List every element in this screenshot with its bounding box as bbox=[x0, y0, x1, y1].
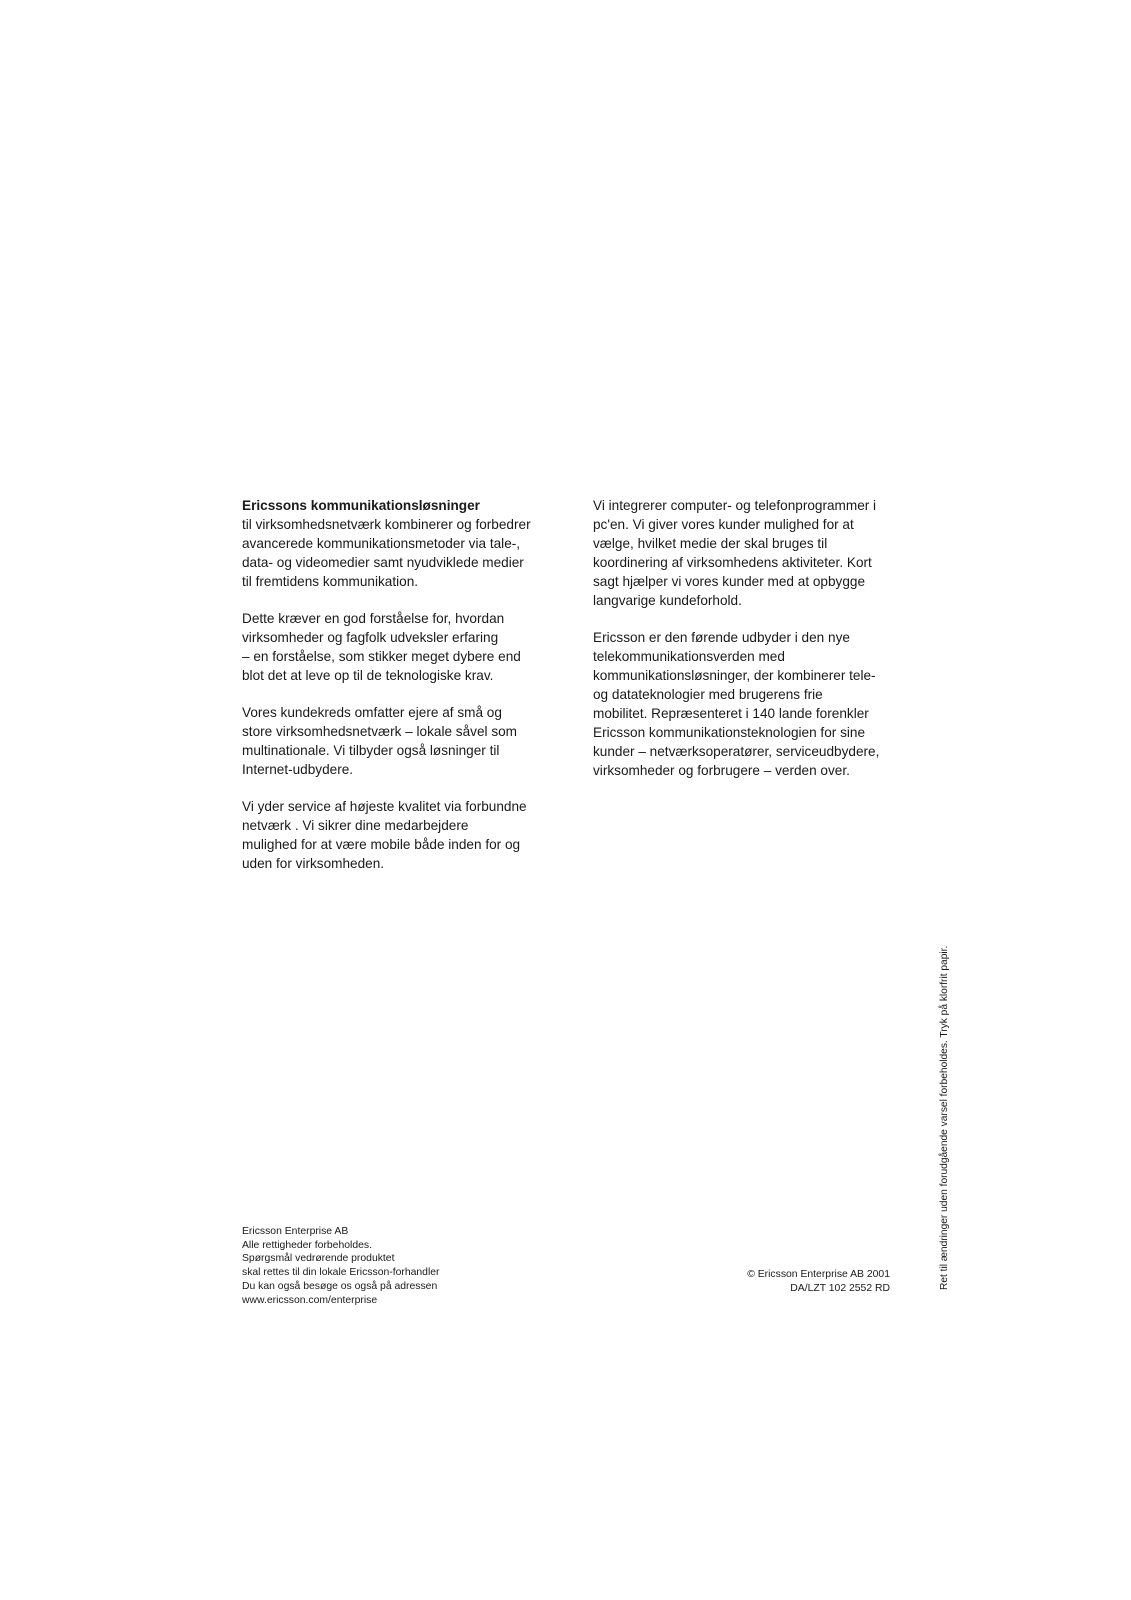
text-line: og datateknologier med brugerens frie bbox=[593, 687, 823, 702]
contact-line: skal rettes til din lokale Ericsson-forhandler bbox=[242, 1267, 440, 1279]
text-line: til fremtidens kommunikation. bbox=[242, 574, 419, 589]
customers-paragraph bbox=[242, 703, 542, 779]
text-line: mobilitet. Repræsenteret i 140 lande forenkler bbox=[593, 706, 869, 721]
left-column bbox=[242, 496, 542, 891]
document-number: DA/LZT 102 2552 RD bbox=[790, 1282, 890, 1294]
text-line: til virksomhedsnetværk kombinerer og forbedrer bbox=[242, 517, 531, 532]
text-line: sagt hjælper vi vores kunder med at opbygge bbox=[593, 574, 866, 589]
text-line: Vi integrerer computer- og telefonprogrammer i bbox=[593, 498, 877, 513]
text-line: uden for virksomheden. bbox=[242, 856, 385, 871]
text-line: Ericsson er den førende udbyder i den nye bbox=[593, 630, 850, 645]
text-line: Ericsson kommunikationsteknologien for sine bbox=[593, 725, 866, 740]
website-url: www.ericsson.com/enterprise bbox=[242, 1294, 378, 1306]
text-line: virksomheder og fagfolk udveksler erfaring bbox=[242, 630, 499, 645]
integration-paragraph bbox=[593, 496, 893, 610]
text-line: mulighed for at være mobile både inden for og bbox=[242, 837, 521, 852]
text-line: Vores kundekreds omfatter ejere af små og bbox=[242, 705, 502, 720]
company-contact-info bbox=[242, 1225, 440, 1307]
text-line: virksomheder og forbrugere – verden over. bbox=[593, 763, 850, 778]
copyright-notice: © Ericsson Enterprise AB 2001 bbox=[747, 1269, 890, 1280]
text-line: telekommunikationsverden med bbox=[593, 649, 785, 664]
text-line: vælge, hvilket medie der skal bruges til bbox=[593, 536, 828, 551]
text-line: store virksomhedsnetværk – lokale såvel som bbox=[242, 724, 518, 739]
text-line: data- og videomedier samt nyudviklede medier bbox=[242, 555, 524, 570]
understanding-paragraph bbox=[242, 609, 542, 685]
text-line: Dette kræver en god forståelse for, hvordan bbox=[242, 611, 505, 626]
company-name: Ericsson Enterprise AB bbox=[242, 1226, 349, 1237]
intro-paragraph bbox=[242, 496, 542, 591]
text-line: langvarige kundeforhold. bbox=[593, 593, 742, 608]
copyright-block bbox=[747, 1268, 890, 1295]
text-line: – en forståelse, som stikker meget dybere end bbox=[242, 649, 521, 664]
right-column bbox=[593, 496, 893, 798]
text-line: pc'en. Vi giver vores kunder mulighed for at bbox=[593, 517, 854, 532]
contact-line: Spørgsmål vedrørende produktet bbox=[242, 1253, 395, 1265]
vertical-disclaimer: Ret til ændringer uden forudgående varsel forbeholdes. Tryk på klorfrit papir. bbox=[939, 945, 950, 1290]
rights-notice: Alle rettigheder forbeholdes. bbox=[242, 1239, 372, 1251]
text-line: kunder – netværksoperatører, serviceudbydere, bbox=[593, 744, 880, 759]
section-heading: Ericssons kommunikationsløsninger bbox=[242, 498, 480, 513]
text-line: blot det at leve op til de teknologiske krav. bbox=[242, 668, 494, 683]
text-line: kommunikationsløsninger, der kombinerer tele- bbox=[593, 668, 876, 683]
company-paragraph bbox=[593, 628, 893, 780]
service-paragraph bbox=[242, 797, 542, 873]
text-line: Internet-udbydere. bbox=[242, 762, 354, 777]
text-line: avancerede kommunikationsmetoder via tale-, bbox=[242, 536, 521, 551]
text-line: multinationale. Vi tilbyder også løsninger til bbox=[242, 743, 500, 758]
text-line: Vi yder service af højeste kvalitet via forbundne bbox=[242, 799, 527, 814]
contact-line: Du kan også besøge os også på adressen bbox=[242, 1280, 438, 1292]
text-line: netværk . Vi sikrer dine medarbejdere bbox=[242, 818, 469, 833]
text-line: koordinering af virksomhedens aktiviteter. Kort bbox=[593, 555, 872, 570]
